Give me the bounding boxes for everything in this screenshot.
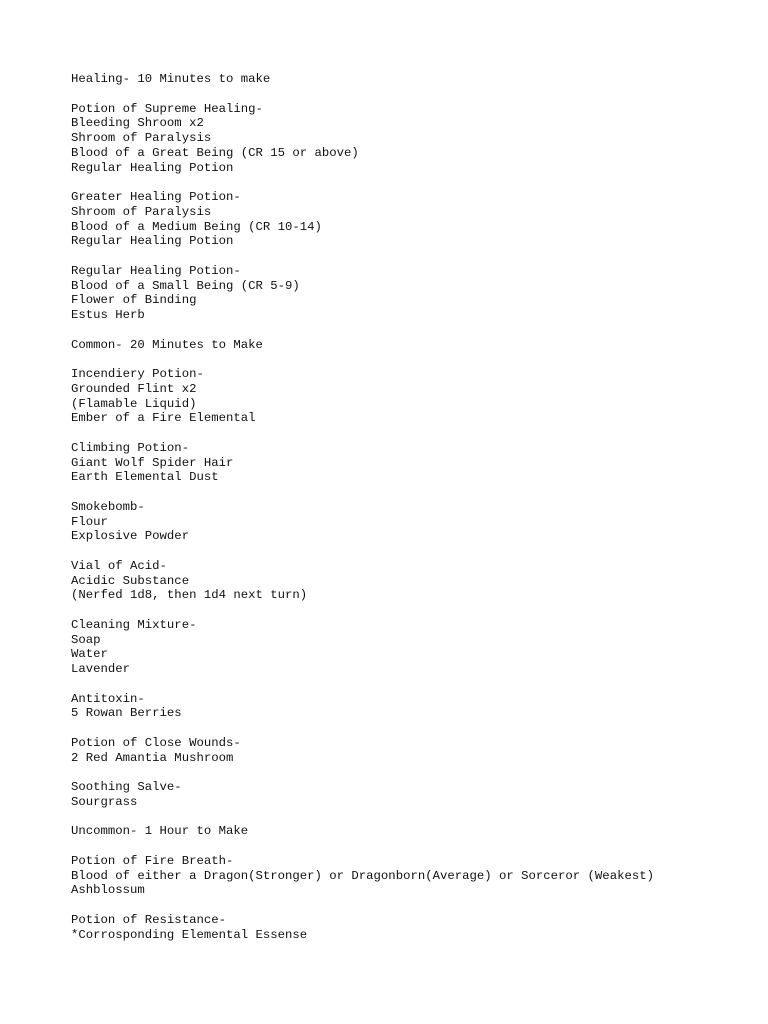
text-line: Blood of a Small Being (CR 5-9) <box>71 278 300 293</box>
blank-line <box>71 175 751 190</box>
text-line: Ashblossum <box>71 883 145 898</box>
text-line: Potion of Supreme Healing- <box>71 101 263 116</box>
text-line: Water <box>71 647 108 662</box>
text-line: Smokebomb- <box>71 499 145 514</box>
text-line: 2 Red Amantia Mushroom <box>71 750 234 765</box>
text-line: Common- 20 Minutes to Make <box>71 337 263 352</box>
text-line: Blood of a Great Being (CR 15 or above) <box>71 145 359 160</box>
blank-line <box>71 898 751 913</box>
text-line: Potion of Fire Breath- <box>71 853 234 868</box>
text-line: (Flamable Liquid) <box>71 396 197 411</box>
blank-line <box>71 323 751 338</box>
blank-line <box>71 544 751 559</box>
text-line: Potion of Resistance- <box>71 912 226 927</box>
text-line: Acidic Substance <box>71 573 190 588</box>
text-line: *Corrosponding Elemental Essense <box>71 927 308 942</box>
blank-line <box>71 810 751 825</box>
text-line: Shroom of Paralysis <box>71 131 212 145</box>
text-line: Greater Healing Potion- <box>71 190 241 204</box>
text-line: Vial of Acid- <box>71 558 167 573</box>
text-line: Blood of a Medium Being (CR 10-14) <box>71 219 322 234</box>
text-line: Regular Healing Potion <box>71 234 234 249</box>
blank-line <box>71 765 751 780</box>
text-line: Incendiery Potion- <box>71 367 204 381</box>
blank-line <box>71 426 751 441</box>
text-line: Shroom of Paralysis <box>71 204 212 219</box>
text-line: Healing- 10 Minutes to make <box>71 72 271 86</box>
blank-line <box>71 485 751 500</box>
blank-line <box>71 839 751 854</box>
text-line: Flower of Binding <box>71 293 197 308</box>
text-line: Bleeding Shroom x2 <box>71 116 204 131</box>
text-line: Sourgrass <box>71 794 138 809</box>
text-line: Explosive Powder <box>71 529 190 544</box>
blank-line <box>71 721 751 736</box>
text-line: Earth Elemental Dust <box>71 470 219 485</box>
document-page <box>71 72 751 942</box>
text-line: Grounded Flint x2 <box>71 381 197 396</box>
blank-line <box>71 352 751 367</box>
text-line: Soothing Salve- <box>71 780 182 794</box>
text-line: Cleaning Mixture- <box>71 617 197 632</box>
blank-line <box>71 249 751 264</box>
text-line: (Nerfed 1d8, then 1d4 next turn) <box>71 588 308 603</box>
text-line: Ember of a Fire Elemental <box>71 411 256 426</box>
blank-line <box>71 677 751 692</box>
text-line: Regular Healing Potion <box>71 160 234 175</box>
text-line: Giant Wolf Spider Hair <box>71 455 234 470</box>
text-line: Soap <box>71 632 101 647</box>
blank-line <box>71 87 751 102</box>
text-line: 5 Rowan Berries <box>71 706 182 721</box>
text-line: Regular Healing Potion- <box>71 263 241 278</box>
text-line: Lavender <box>71 662 131 676</box>
text-line: Blood of either a Dragon(Stronger) or Dragonborn(Average) or Sorceror (Weakest) <box>71 868 654 883</box>
text-line: Uncommon- 1 Hour to Make <box>71 824 249 839</box>
text-line: Potion of Close Wounds- <box>71 735 241 750</box>
text-line: Flour <box>71 514 108 529</box>
text-line: Climbing Potion- <box>71 440 190 455</box>
text-line: Antitoxin- <box>71 691 145 706</box>
text-line: Estus Herb <box>71 308 145 322</box>
blank-line <box>71 603 751 618</box>
